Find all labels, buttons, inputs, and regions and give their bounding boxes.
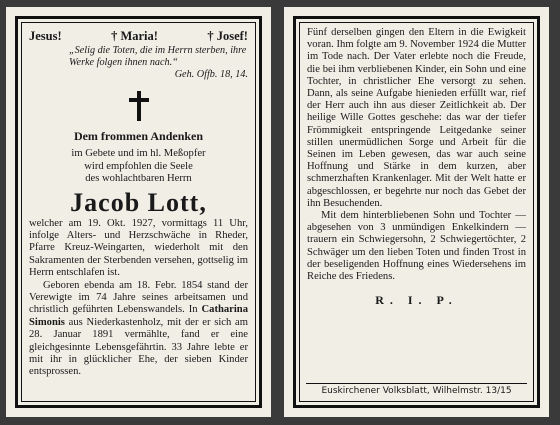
right-paragraph-2: Mit dem hinterbliebenen Sohn und Tochter — abgesehen von 3 unmündigen Enkelkindern — trauern ein Schwiegersohn, 2 Schwiegertöchter, 2 Schwäger um den lieben Toten und finden Trost in der beseligenden Hoffnung eines Wiedersehens im Reiche des Friedens. [307,210,526,283]
para2-end: aus Niederkastenholz, mit der er sich am 28. Januar 1891 vermählte, fand er eine gleichgesinnte Lebensgefährtin. 33 Jahre lebte er mit ihr in glücklicher Ehe, der sieben Kinder entsprossen. [29,316,248,378]
left-body [29,218,248,379]
para2-start: Geboren ebenda am 18. Febr. 1854 stand der Verewigte im 74 Jahre seines arbeitsamen und christlich geführten Lebenswandels. In [29,279,248,316]
verse-text: „Selig die Toten, die im Herrn sterben, ihre Werke folgen ihnen nach.“ [69,45,247,68]
prayer-line-2: wird empfohlen die Seele [84,160,193,172]
verse-reference: Geh. Offb. 18, 14. [174,69,248,80]
printer-line: Euskirchener Volksblatt, Wilhelmstr. 13/15 [306,383,527,396]
right-frame [293,16,540,408]
right-paragraph-1: Fünf derselben gingen den Eltern in die Ewigkeit voran. Ihm folgte am 9. November 1924 die Mutter im Tode nach. Der Vater erlebte noch die Freude, die bei ihm verbliebenen Kinder, ein Sohn und eine Tochter, in christlicher Ehe versorgt zu sehen. Dann, als seine Aufgabe hienieden erfüllt war, rief der Herr auch ihn aus dieser Zeitlichkeit ab. Der heilige Wille Gottes geschehe: das war der tiefer Frömmigkeit entspringende Leitgedanke seiner stillen unermüdlichen Sorge und Arbeit für die Seinen im Leben gewesen, das war auch seine Hoffnung und Stärke in dem kurzen, aber schmerzhaften Krankenlager. Mit der Welt hatte er abgeschlossen, er begehrte nur noch das Gebet der ihn Besuchenden. [307,27,526,209]
bible-verse [69,45,248,81]
left-paragraph-1: welcher am 19. Okt. 1927, vormittags 11 Uhr, infolge Alters- und Herzschwäche in Rheder, Pfarre Kreuz-Weingarten, wiederholt mit den Sakramenten der Sterbenden versehen, gottselig im Herrn entschlafen ist. [29,217,248,279]
prayer-line-1: im Gebete und im hl. Meßopfer [71,148,206,159]
rip-text: R. I. P. [375,293,458,308]
deceased-name: Jacob Lott, [70,187,207,217]
right-card [284,7,549,417]
andenken-heading: Dem frommen Andenken [73,129,204,143]
left-paragraph-2 [29,280,248,379]
holy-names [29,29,248,43]
name-maria: † Maria! [111,29,158,43]
prayer-line-3: des wohlachtbaren Herrn [85,173,192,184]
cross-icon [125,91,153,123]
left-card [6,7,271,417]
name-josef: † Josef! [207,29,248,43]
right-body [307,27,526,283]
spouse-name: Catharina Simonis [29,304,248,328]
right-inner [299,22,534,402]
left-frame [15,16,262,408]
name-jesus: Jesus! [29,29,62,43]
left-inner [21,22,256,402]
